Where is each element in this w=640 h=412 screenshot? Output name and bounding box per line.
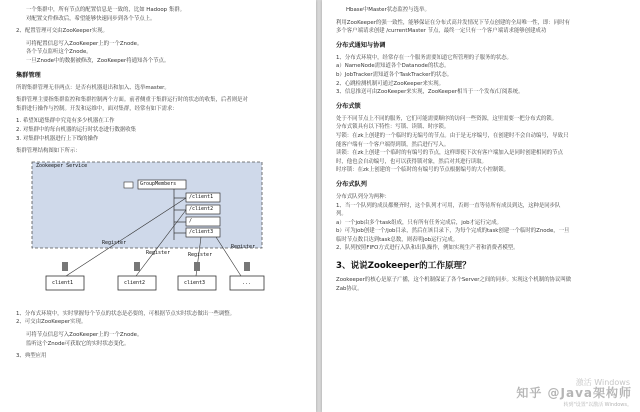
bullet-item: • 可将配置信息写入ZooKeeper上的一个Znode。 — [26, 40, 304, 49]
bullet-item: • 可将节点信息写入ZooKeeper上的一个Znode。 — [26, 331, 304, 340]
paragraph: 1、分布式环境中，实时掌握每个节点的状态是必要的，可根据节点实时状态做出一些调整。 2、可交由ZooKeeper实现。 — [16, 310, 236, 326]
bullet-item: • 一旦Znode中的数据被修改，ZooKeeper将通知各个节点。 — [26, 57, 304, 66]
paragraph: 处于不同节点上不同的服务，它们可能需要顺序的访问一些资源，这里需要一把分布式的锁。 分布式锁具有以下特性：写锁、读锁、时序锁。 写锁：在zk上创建的一个临时的无编号的节点。由于是无序编号，在创建时不会自动编号，导致只 能客户端有一个客户端得到锁，然后进行写入。 读锁：在zk上创建一个临时的有编号的节点，这样即使下次有客户端加入是同时创建相同的节点 时，他也会自动编号，也可以获得锁对象，然后对其进行读取。 时序锁：在zk上创建的一个临时的有编号的节点根据编号的大小控制锁。 — [336, 115, 569, 174]
activation-watermark: 激活 Windows — [575, 378, 630, 387]
page-right — [322, 0, 640, 412]
register-label: Register — [231, 243, 256, 250]
bullet-item: • 对配置文件修改后，希望能够快速同步到各个节点上。 — [26, 15, 304, 24]
client-label: ... — [242, 279, 252, 286]
bullet-item: • 监听这个Znode可获取它的实时状态变化。 — [26, 340, 304, 349]
section-heading: 分布式队列 — [336, 180, 367, 188]
watermark-subtext: 转到"设置"以激活 Windows。 — [563, 402, 632, 408]
bullet-item: • 一个集群中，所有节点的配置信息是一致的，比如 Hadoop 集群。 — [26, 6, 304, 15]
paragraph: 集群管理主要指集群监控和集群控制两个方面。前者侧重于集群运行时的状态的收集，后者则是对 集群进行操作与控制。开发和运维中，面对集群，经常有如下需求： — [16, 97, 248, 112]
node-label: /client3 — [189, 228, 214, 235]
paragraph: 2、配置管理可交由ZooKeeper实现。 — [16, 28, 108, 35]
register-label: Register — [102, 239, 127, 246]
list-item: 3. 对集群中机器进行上下线的操作 — [16, 135, 99, 142]
watermark-text: 知乎 @Java架构师 — [516, 386, 632, 400]
client-label: client1 — [52, 279, 74, 286]
paragraph: 利用ZooKeeper的强一致性，能够保证在分布式高并发情况下节点创建的全局唯一性，即：同时有 多个客户端请求创建 /currentMaster 节点，最终一定只有一个客户端请求能够创建成功 — [336, 19, 570, 35]
node-label: /client1 — [189, 193, 214, 200]
needs-list — [16, 117, 304, 143]
register-label: Register — [188, 251, 213, 258]
node-label: / — [189, 217, 193, 224]
paragraph: Zookeeper的核心是原子广播，这个机制保证了各个Server之间的同步。实现这个机制的协议叫做 Zab协议。 — [336, 277, 572, 292]
watermark — [516, 384, 632, 408]
list-item: 1. 希望知道集群中究竟有多少机器在工作 — [16, 118, 115, 125]
diagram-caption: 集群管理结构图如下所示： — [16, 148, 81, 155]
service-label: Zookeeper Service — [36, 162, 88, 169]
client-label: client2 — [124, 279, 146, 286]
register-label: Register — [146, 249, 171, 256]
bullet-item: • 各个节点监听这个Znode。 — [26, 48, 304, 57]
list-item: 2. 对集群中的每台机器的运行时状态进行数据收集 — [16, 126, 137, 133]
config-bullets — [16, 40, 304, 66]
paragraph: 1、分布式环境中，经常存在一个服务需要知道它所管理的子服务的状态。 a）NameNode需知道各个Datanode的状态。 b）JobTracker需知道各个TaskTracker的状态。 2、心跳检测机制可通过ZooKeeper来实现。 3、信息推送可由ZooKeeper来实现，ZooKeeper相当于一个发布/订阅系统。 — [336, 54, 524, 96]
paragraph: 3、典型应用 — [16, 353, 47, 360]
paragraph: 所谓集群管理无非两点：是否有机器退出和加入、选举master。 — [16, 84, 170, 91]
bullet-item: • Hbase中Master状态监控与选举。 — [346, 6, 628, 15]
section-heading: 分布式通知与协调 — [336, 41, 386, 49]
question-heading: 3、说说Zookeeper的工作原理？ — [336, 261, 471, 272]
paragraph: 分布式队列分为两种： 1、当一个队列的成员都聚齐时，这个队列才可用，否则一直等待所有成员到达，这种是同步队 列。 a）一个job由多个task组成，只有所有任务完成后，job才运行完成。 b）可为job创建一个/job目录，然后在该目录下，为每个完成的task创建一个临时的Znode，一旦 临时节点数目达到task总数，则表明job运行完成。 2、队列按照FIFO方式进行入队和出队操作，例如实现生产者和消费者模型。 — [336, 193, 570, 252]
client-label: client3 — [184, 279, 206, 286]
cluster-diagram — [26, 160, 286, 304]
group-label: GroupMembers — [140, 180, 177, 187]
node-label: /client2 — [189, 205, 214, 212]
status-bullets — [16, 331, 304, 348]
top-bullets — [336, 6, 628, 15]
page-left — [0, 0, 316, 412]
intro-bullets — [16, 6, 304, 23]
section-heading: 集群管理 — [16, 71, 41, 79]
section-heading: 分布式锁 — [336, 102, 361, 110]
